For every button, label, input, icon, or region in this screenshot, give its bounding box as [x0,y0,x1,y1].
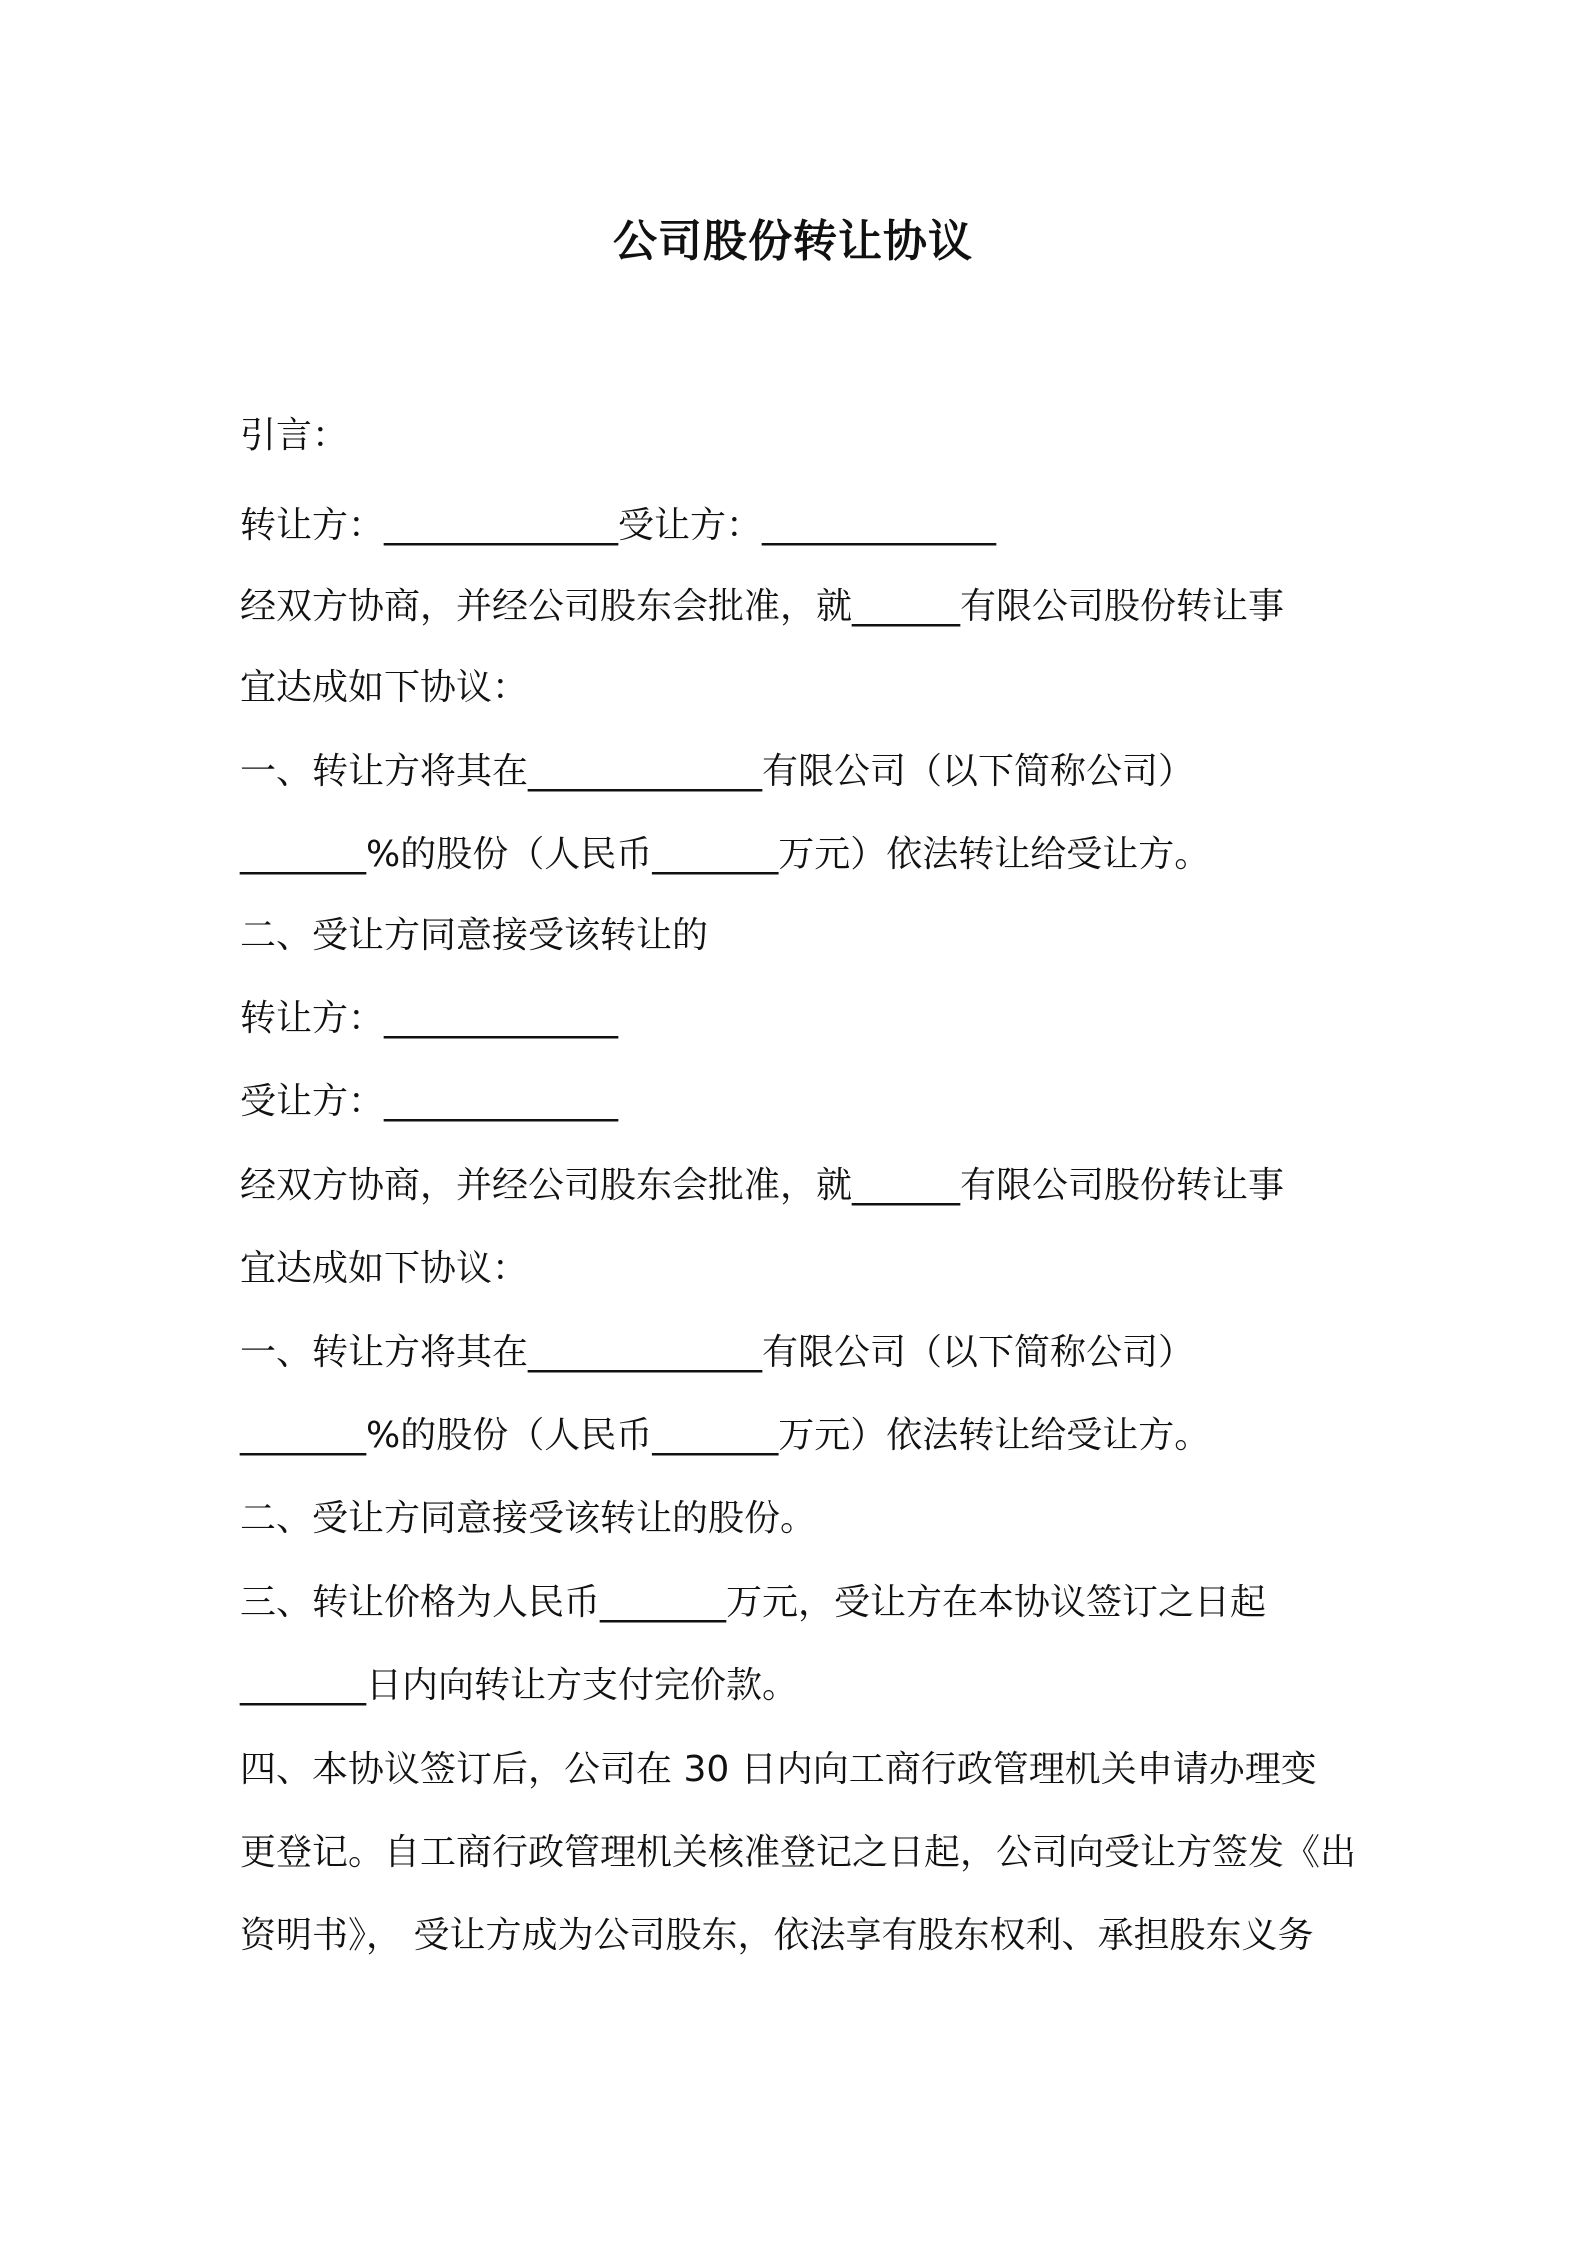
paragraph-line: 二、受让方同意接受该转让的 [240,915,709,956]
paragraph-line: 转让方：_____________受让方：_____________ [240,505,997,546]
paragraph-line: 转让方：_____________ [240,998,619,1039]
paragraph-line: 引言： [240,415,349,456]
paragraph-line: 资明书》， 受让方成为公司股东，依法享有股东权利、承担股东义务 [240,1915,1314,1956]
paragraph-line: 经双方协商，并经公司股东会批准，就______有限公司股份转让事 [240,586,1285,627]
paragraph-line: 宜达成如下协议： [240,1248,529,1289]
paragraph-line: 二、受让方同意接受该转让的股份。 [240,1498,817,1539]
paragraph-line: _______%的股份（人民币_______万元）依法转让给受让方。 [240,1415,1211,1456]
paragraph-line: 经双方协商，并经公司股东会批准，就______有限公司股份转让事 [240,1165,1285,1206]
paragraph-line: _______%的股份（人民币_______万元）依法转让给受让方。 [240,834,1211,875]
document-title: 公司股份转让协议 [613,216,973,267]
paragraph-line: 宜达成如下协议： [240,667,529,708]
paragraph-line: 一、转让方将其在_____________有限公司（以下简称公司） [240,751,1195,792]
paragraph-line: _______日内向转让方支付完价款。 [240,1665,799,1706]
paragraph-line: 一、转让方将其在_____________有限公司（以下简称公司） [240,1332,1195,1373]
paragraph-line: 更登记。自工商行政管理机关核准登记之日起，公司向受让方签发《出 [240,1832,1357,1873]
paragraph-line: 三、转让价格为人民币_______万元，受让方在本协议签订之日起 [240,1582,1267,1623]
paragraph-line: 受让方：_____________ [240,1081,619,1122]
paragraph-line: 四、本协议签订后，公司在 30 日内向工商行政管理机关申请办理变 [240,1749,1317,1790]
